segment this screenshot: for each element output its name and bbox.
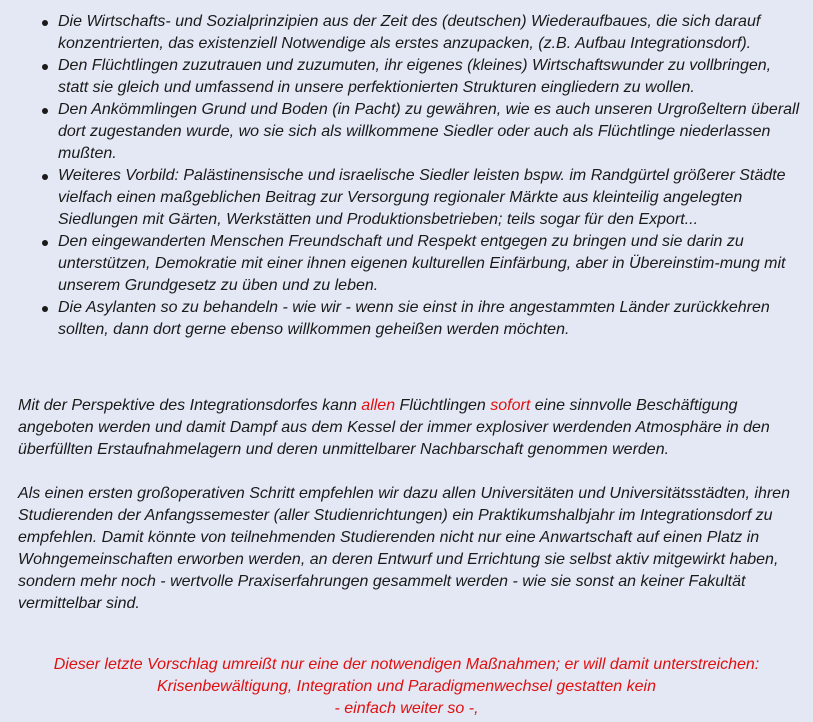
list-item (40, 11, 800, 55)
paragraph-text: Flüchtlingen (395, 397, 491, 414)
list-item (40, 231, 800, 297)
bullet-dot-icon (42, 240, 48, 246)
highlight-allen: allen (361, 397, 396, 414)
highlight-sofort: sofort (490, 397, 531, 414)
bullet-dot-icon (42, 306, 48, 312)
list-item-text: Weiteres Vorbild: Palästinensische und israelische Siedler leisten bspw. im Randgürtel größerer Städte vielfach einen maßgeblichen Beitrag zur Versorgung regionaler Märkte aus kleinteilig angelegten Siedlungen mit Gärten, Werkstätten und Produktionsbetrieben; teils sogar für den Export... (58, 167, 786, 228)
bullet-dot-icon (42, 174, 48, 180)
bullet-dot-icon (42, 64, 48, 70)
integration-paragraph (18, 395, 808, 461)
list-item (40, 297, 800, 341)
closing-statement (0, 654, 813, 720)
bullet-dot-icon (42, 20, 48, 26)
paragraph-text: eine sinnvolle Beschäftigung angeboten werden und damit Dampf aus dem Kessel der immer explosiver werdenden Atmosphäre in den überfüllten Erstaufnahmelagern und deren unmittelbarer Nachbarschaft genommen werden. (18, 397, 770, 458)
list-item-text: Die Wirtschafts- und Sozialprinzipien aus der Zeit des (deutschen) Wiederaufbaues, die sich darauf konzentrierten, das existenziell Notwendige als erstes anzupacken, (z.B. Aufbau Integrationsdorf). (58, 13, 761, 52)
bullet-list (40, 11, 800, 341)
list-item-text: Den Flüchtlingen zuzutrauen und zuzumuten, ihr eigenes (kleines) Wirtschaftswunder zu vollbringen, statt sie gleich und umfassend in unsere perfektionierten Strukturen eingliedern zu wollen. (58, 57, 772, 96)
bullet-dot-icon (42, 108, 48, 114)
list-item-text: Die Asylanten so zu behandeln - wie wir - wenn sie einst in ihre angestammten Länder zurückkehren sollten, dann dort gerne ebenso willkommen geheißen werden möchten. (58, 299, 770, 338)
closing-line-1: Dieser letzte Vorschlag umreißt nur eine der notwendigen Maßnahmen; er will damit unterstreichen: (53, 656, 760, 673)
paragraph-text: Mit der Perspektive des Integrationsdorfes kann (18, 397, 362, 414)
closing-line-2: Krisenbewältigung, Integration und Paradigmenwechsel gestatten kein (157, 678, 656, 695)
list-item (40, 55, 800, 99)
list-item-text: Den Ankömmlingen Grund und Boden (in Pacht) zu gewähren, wie es auch unseren Urgroßeltern überall dort zugestanden wurde, wo sie sich als willkommene Siedler oder auch als Flüchtlinge niederlassen mußten. (58, 101, 800, 162)
university-paragraph: Als einen ersten großoperativen Schritt empfehlen wir dazu allen Universitäten und Universitätsstädten, ihren Studierenden der Anfangssemester (aller Studienrichtungen) ein Praktikumshalbjahr im Integrationsdorf zu empfehlen. Damit könnte von teilnehmenden Studierenden nicht nur eine Anwartschaft auf einen Platz in Wohngemeinschaften erworben werden, an deren Entwurf und Errichtung sie selbst aktiv mitgewirkt haben, sondern mehr noch - wertvolle Praxiserfahrungen gesammelt werden - wie sie sonst an keiner Fakultät vermittelbar sind. (18, 485, 790, 612)
list-item (40, 99, 800, 165)
list-item-text: Den eingewanderten Menschen Freundschaft und Respekt entgegen zu bringen und sie darin zu unterstützen, Demokratie mit einer ihnen eigenen kulturellen Einfärbung, aber in Übereinstim-mung mit unserem Grundgesetz zu üben und zu leben. (58, 233, 786, 294)
list-item (40, 165, 800, 231)
closing-line-3: - einfach weiter so -, (334, 700, 479, 717)
